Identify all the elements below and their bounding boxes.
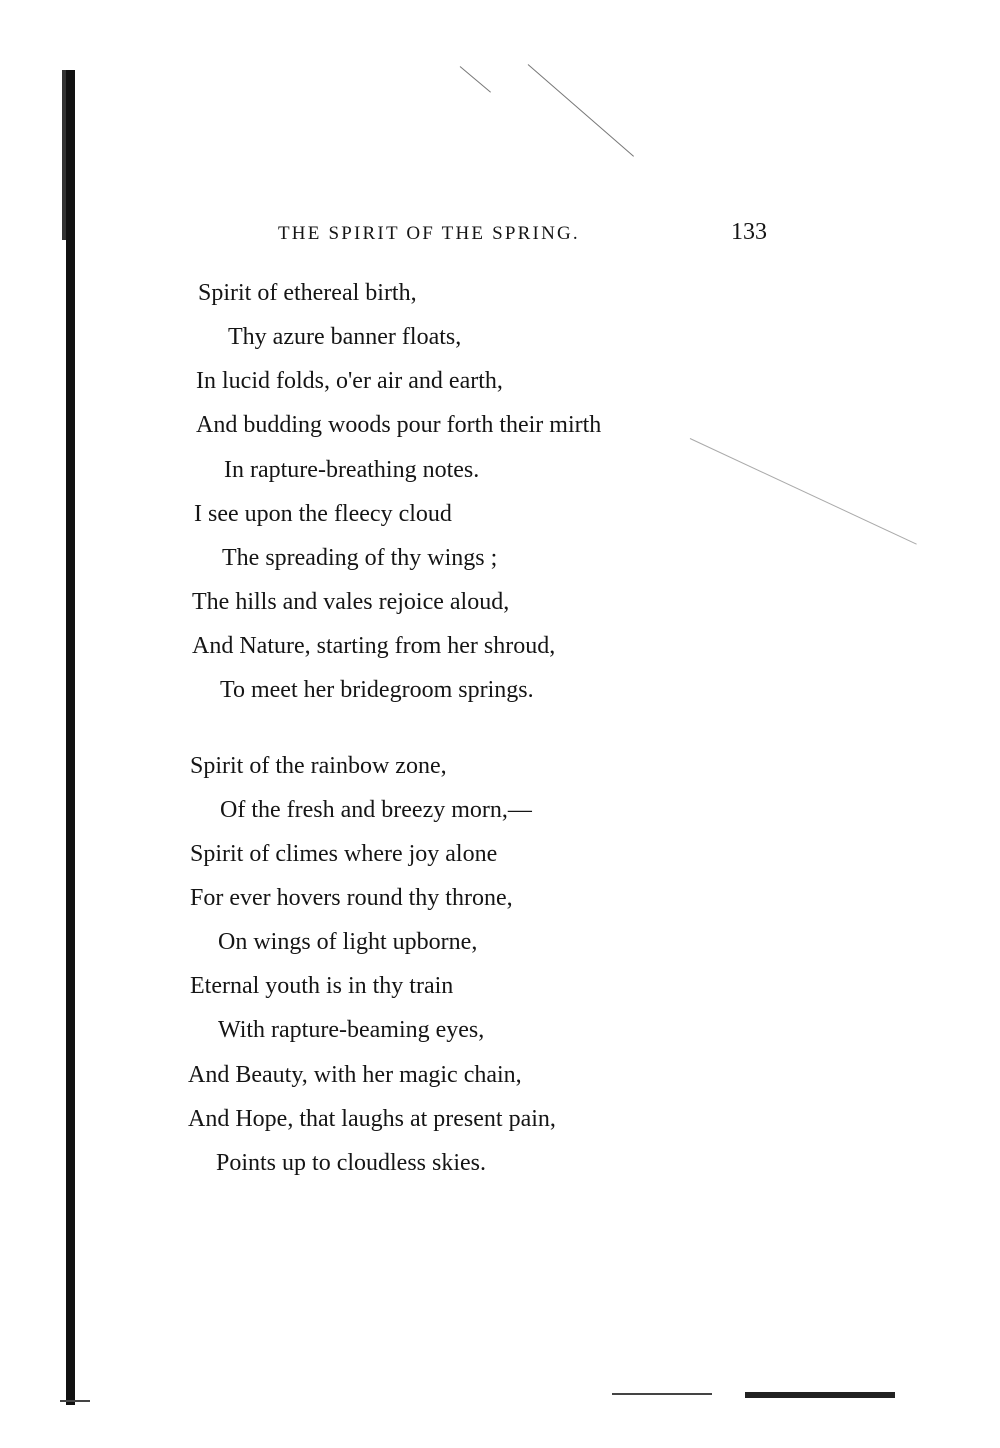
verse-line: I see upon the fleecy cloud (194, 501, 452, 527)
scan-streak (460, 66, 491, 92)
verse-line: Thy azure banner floats, (228, 324, 462, 350)
bottom-edge-smudge (612, 1393, 712, 1395)
binding-edge-shadow (66, 70, 75, 1405)
scan-streak (690, 438, 917, 545)
binding-foot-mark (60, 1400, 90, 1402)
verse-line: For ever hovers round thy throne, (190, 885, 513, 911)
running-header (0, 219, 1000, 249)
verse-line: And Hope, that laughs at present pain, (188, 1106, 556, 1132)
verse-line: Of the fresh and breezy morn,— (220, 797, 532, 823)
binding-edge-highlight (62, 70, 66, 240)
verse-line: The spreading of thy wings ; (222, 545, 498, 571)
verse-line: And Nature, starting from her shroud, (192, 633, 556, 659)
bottom-edge-smudge (745, 1392, 895, 1398)
verse-line: In rapture-breathing notes. (224, 457, 480, 483)
verse-line: Spirit of climes where joy alone (190, 841, 498, 867)
scan-streak (528, 64, 634, 157)
verse-line: In lucid folds, o'er air and earth, (196, 368, 503, 394)
verse-line: Points up to cloudless skies. (216, 1150, 487, 1176)
verse-line: To meet her bridegroom springs. (220, 677, 534, 703)
verse-line: Spirit of the rainbow zone, (190, 753, 447, 779)
verse-line: The hills and vales rejoice aloud, (192, 589, 510, 615)
verse-line: Eternal youth is in thy train (190, 973, 454, 999)
verse-line: On wings of light upborne, (218, 929, 478, 955)
running-title: THE SPIRIT OF THE SPRING. (278, 223, 580, 244)
verse-line: With rapture-beaming eyes, (218, 1017, 485, 1043)
verse-line: Spirit of ethereal birth, (198, 280, 417, 306)
verse-line: And budding woods pour forth their mirth (196, 412, 602, 438)
page-number: 133 (731, 219, 767, 245)
verse-line: And Beauty, with her magic chain, (188, 1062, 522, 1088)
